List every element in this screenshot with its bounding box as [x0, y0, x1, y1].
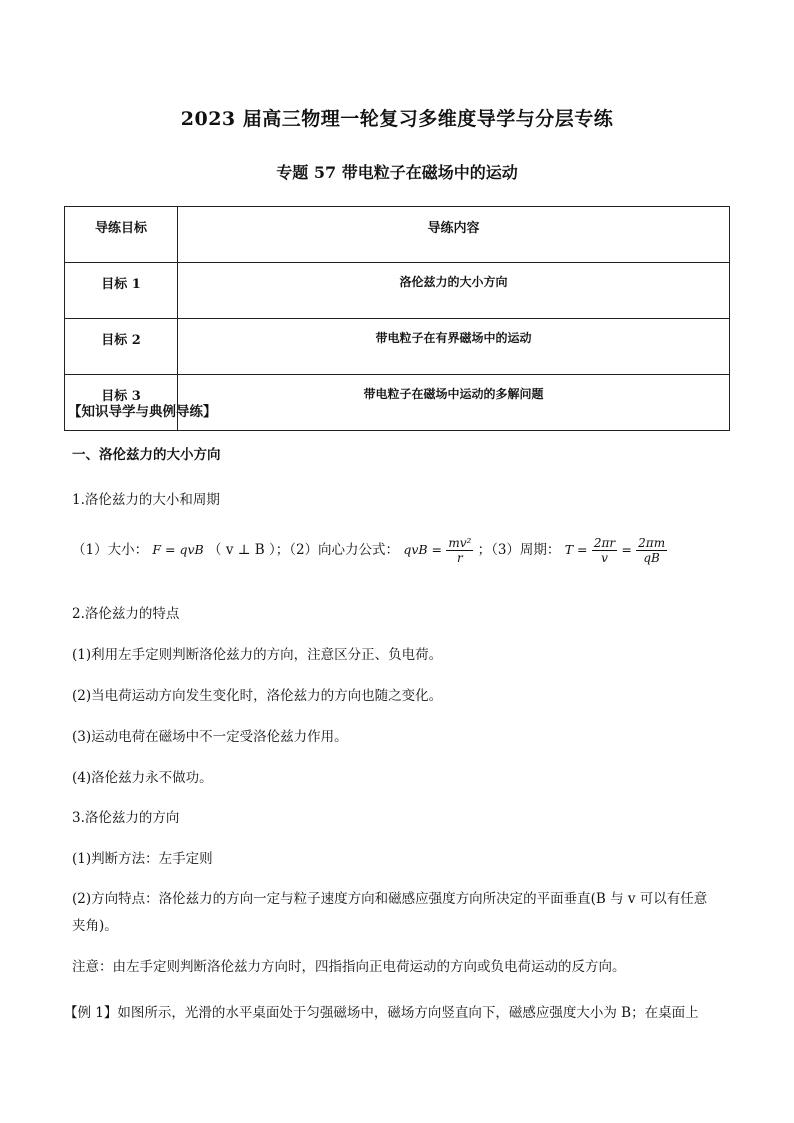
- formula-line: [72, 536, 667, 565]
- formula-period: T =: [564, 542, 588, 557]
- formula-equals: =: [621, 542, 632, 557]
- paragraph: (2)方向特点：洛伦兹力的方向一定与粒子速度方向和磁感应强度方向所决定的平面垂直(B 与 v 可以有任意: [72, 891, 708, 907]
- fraction-denominator: r: [456, 551, 463, 565]
- subheading: 1.洛伦兹力的大小和周期: [72, 492, 220, 508]
- table-header-content: 导练内容: [178, 207, 730, 263]
- formula-text: ；（3）周期：: [477, 542, 561, 558]
- subheading: 2.洛伦兹力的特点: [72, 606, 180, 622]
- fraction-denominator: qB: [643, 551, 660, 565]
- note: 注意：由左手定则判断洛伦兹力方向时，四指指向正电荷运动的方向或负电荷运动的反方向。: [72, 959, 626, 975]
- paragraph: (3)运动电荷在磁场中不一定受洛伦兹力作用。: [72, 729, 348, 745]
- subheading: 3.洛伦兹力的方向: [72, 810, 180, 826]
- fraction: [636, 536, 667, 565]
- goals-table: [64, 206, 730, 431]
- formula-text: （ v ⊥ B ）；（2）向心力公式：: [208, 542, 400, 558]
- fraction: [592, 536, 617, 565]
- document-title: 2023 届高三物理一轮复习多维度导学与分层专练: [180, 108, 614, 130]
- table-header-row: [65, 207, 730, 263]
- table-cell-goal: 目标 3: [65, 375, 178, 431]
- table-cell-goal: 目标 2: [65, 319, 178, 375]
- paragraph: (1)利用左手定则判断洛伦兹力的方向，注意区分正、负电荷。: [72, 647, 443, 663]
- paragraph: (1)判断方法：左手定则: [72, 851, 213, 867]
- section-tag: 【知识导学与典例导练】: [68, 404, 217, 420]
- paragraph: (4)洛伦兹力永不做功。: [72, 770, 213, 786]
- fraction-numerator: 2πr: [593, 536, 616, 550]
- table-header-goal: 导练目标: [65, 207, 178, 263]
- table-cell-goal: 目标 1: [65, 263, 178, 319]
- table-row: [65, 319, 730, 375]
- formula-text: （1）大小：: [72, 542, 149, 558]
- paragraph: (2)当电荷运动方向发生变化时，洛伦兹力的方向也随之变化。: [72, 688, 443, 704]
- document-subtitle: 专题 57 带电粒子在磁场中的运动: [276, 163, 518, 182]
- fraction-denominator: v: [601, 551, 608, 565]
- table-row: [65, 263, 730, 319]
- fraction-numerator: 2πm: [638, 536, 666, 550]
- formula-force: F = qvB: [152, 542, 204, 557]
- formula-centripetal: qvB =: [403, 542, 443, 557]
- table-cell-content: 带电粒子在有界磁场中的运动: [178, 319, 730, 375]
- example-text: 【例 1】如图所示，光滑的水平桌面处于匀强磁场中，磁场方向竖直向下，磁感应强度大小为 B；在桌面上: [64, 1005, 699, 1021]
- section-heading: 一、洛伦兹力的大小方向: [72, 447, 221, 463]
- table-cell-content: 带电粒子在磁场中运动的多解问题: [178, 375, 730, 431]
- paragraph: 夹角)。: [72, 918, 118, 934]
- fraction-numerator: mv²: [448, 536, 472, 550]
- table-cell-content: 洛伦兹力的大小方向: [178, 263, 730, 319]
- fraction: [446, 536, 473, 565]
